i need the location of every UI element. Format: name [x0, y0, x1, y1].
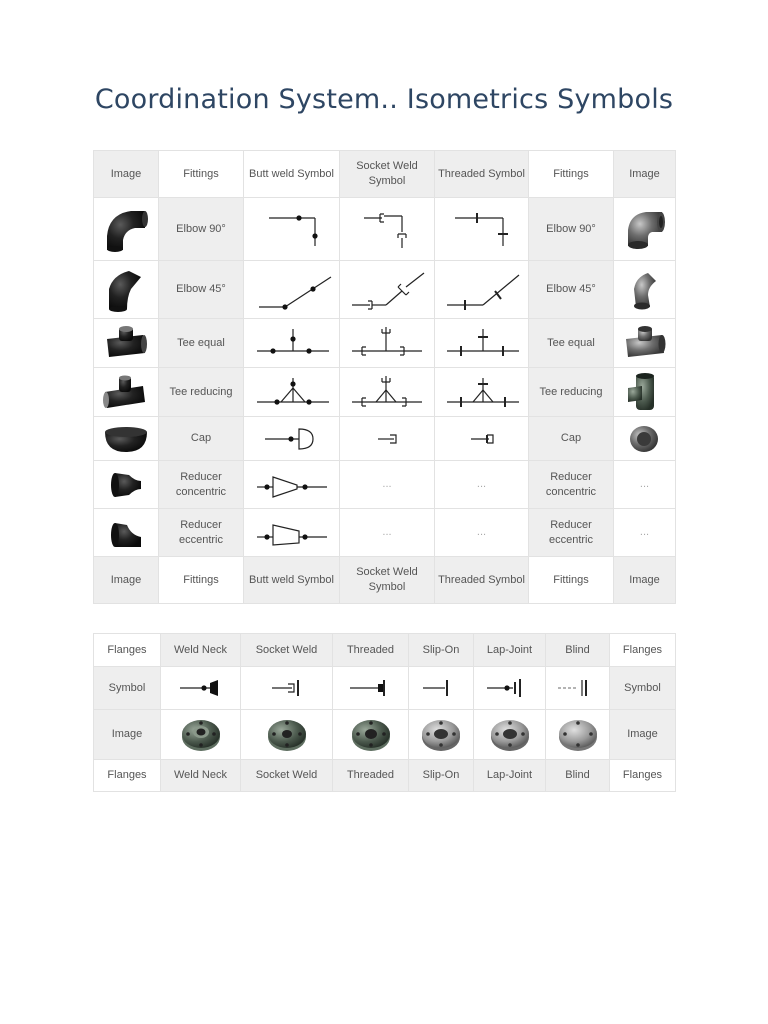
table-row [94, 417, 676, 461]
header-socket-weld: Socket Weld Symbol [340, 151, 435, 198]
butt-weld-elbow-45-icon [244, 261, 340, 319]
slip-on-flange-icon [409, 710, 474, 760]
socket-tee-reducing-icon [340, 368, 435, 417]
footer-butt-weld: Butt weld Symbol [244, 557, 340, 604]
flange-header: Slip-On [409, 634, 474, 667]
fitting-name: Cap [159, 417, 244, 461]
symbol-label-right: Symbol [610, 667, 676, 710]
header-fittings: Fittings [159, 151, 244, 198]
header-threaded: Threaded Symbol [435, 151, 529, 198]
image-label-right: Image [610, 710, 676, 760]
table-header-row [94, 151, 676, 198]
flange-header: Blind [546, 634, 610, 667]
header-image: Image [94, 151, 159, 198]
fitting-name-right: Tee equal [529, 319, 614, 368]
header-butt-weld: Butt weld Symbol [244, 151, 340, 198]
header-image-right: Image [614, 151, 676, 198]
fitting-name-right: Reducer eccentric [529, 509, 614, 557]
socket-tee-icon [340, 319, 435, 368]
threaded-reducer-eccentric-empty: ... [435, 509, 529, 557]
fitting-name-right: Reducer concentric [529, 461, 614, 509]
flange-symbol-row [94, 667, 676, 710]
flange-footer: Flanges [94, 760, 161, 792]
socket-cap-icon [340, 417, 435, 461]
threaded-elbow-90-icon [435, 198, 529, 261]
flange-footer: Lap-Joint [474, 760, 546, 792]
table-row [94, 368, 676, 417]
flange-header: Flanges [94, 634, 161, 667]
threaded-tee-icon [435, 319, 529, 368]
black-reducer-concentric-icon [94, 461, 159, 509]
butt-weld-tee-reducing-icon [244, 368, 340, 417]
threaded-elbow-45-icon [435, 261, 529, 319]
lap-joint-symbol-icon [474, 667, 546, 710]
weld-neck-symbol-icon [161, 667, 241, 710]
black-tee-icon [94, 319, 159, 368]
fitting-name-right: Tee reducing [529, 368, 614, 417]
slip-on-symbol-icon [409, 667, 474, 710]
footer-socket-weld: Socket Weld Symbol [340, 557, 435, 604]
table-footer-row [94, 557, 676, 604]
steel-cap-icon [614, 417, 676, 461]
flange-footer: Blind [546, 760, 610, 792]
page-title: Coordination System.. Isometrics Symbols [94, 84, 674, 115]
flanges-table [93, 633, 676, 792]
black-elbow-90-icon [94, 198, 159, 261]
fitting-name: Tee equal [159, 319, 244, 368]
fitting-name: Tee reducing [159, 368, 244, 417]
socket-weld-symbol-icon [241, 667, 333, 710]
steel-tee-icon [614, 319, 676, 368]
butt-weld-reducer-concentric-icon [244, 461, 340, 509]
table-row [94, 198, 676, 261]
fitting-name: Reducer eccentric [159, 509, 244, 557]
footer-image: Image [94, 557, 159, 604]
socket-elbow-45-icon [340, 261, 435, 319]
black-cap-icon [94, 417, 159, 461]
socket-reducer-concentric-empty: ... [340, 461, 435, 509]
threaded-symbol-icon [333, 667, 409, 710]
fitting-name-right: Elbow 45° [529, 261, 614, 319]
flange-header-row [94, 634, 676, 667]
flange-footer: Flanges [610, 760, 676, 792]
butt-weld-cap-icon [244, 417, 340, 461]
socket-reducer-eccentric-empty: ... [340, 509, 435, 557]
flange-footer: Threaded [333, 760, 409, 792]
flange-header: Weld Neck [161, 634, 241, 667]
table-row [94, 261, 676, 319]
steel-elbow-45-icon [614, 261, 676, 319]
fitting-name: Elbow 45° [159, 261, 244, 319]
footer-threaded: Threaded Symbol [435, 557, 529, 604]
butt-weld-tee-icon [244, 319, 340, 368]
footer-fittings: Fittings [159, 557, 244, 604]
flange-footer: Slip-On [409, 760, 474, 792]
steel-elbow-90-icon [614, 198, 676, 261]
steel-tee-reducing-icon [614, 368, 676, 417]
footer-fittings-right: Fittings [529, 557, 614, 604]
fitting-name-right: Elbow 90° [529, 198, 614, 261]
blind-symbol-icon [546, 667, 610, 710]
flange-footer: Socket Weld [241, 760, 333, 792]
table-row [94, 461, 676, 509]
flange-header: Socket Weld [241, 634, 333, 667]
socket-weld-flange-icon [241, 710, 333, 760]
fitting-name: Elbow 90° [159, 198, 244, 261]
flange-header: Flanges [610, 634, 676, 667]
socket-elbow-90-icon [340, 198, 435, 261]
flange-footer-row [94, 760, 676, 792]
threaded-cap-icon [435, 417, 529, 461]
black-reducer-eccentric-icon [94, 509, 159, 557]
fittings-table [93, 150, 676, 604]
table-row [94, 509, 676, 557]
blind-flange-icon [546, 710, 610, 760]
table-row [94, 319, 676, 368]
lap-joint-flange-icon [474, 710, 546, 760]
threaded-flange-icon [333, 710, 409, 760]
footer-image-right: Image [614, 557, 676, 604]
flange-image-row [94, 710, 676, 760]
flange-header: Lap-Joint [474, 634, 546, 667]
symbol-label: Symbol [94, 667, 161, 710]
threaded-reducer-concentric-empty: ... [435, 461, 529, 509]
flange-header: Threaded [333, 634, 409, 667]
flange-footer: Weld Neck [161, 760, 241, 792]
weld-neck-flange-icon [161, 710, 241, 760]
right-image-empty: ... [614, 509, 676, 557]
black-elbow-45-icon [94, 261, 159, 319]
butt-weld-reducer-eccentric-icon [244, 509, 340, 557]
threaded-tee-reducing-icon [435, 368, 529, 417]
header-fittings-right: Fittings [529, 151, 614, 198]
fitting-name: Reducer concentric [159, 461, 244, 509]
image-label: Image [94, 710, 161, 760]
black-tee-reducing-icon [94, 368, 159, 417]
right-image-empty: ... [614, 461, 676, 509]
butt-weld-elbow-90-icon [244, 198, 340, 261]
fitting-name-right: Cap [529, 417, 614, 461]
